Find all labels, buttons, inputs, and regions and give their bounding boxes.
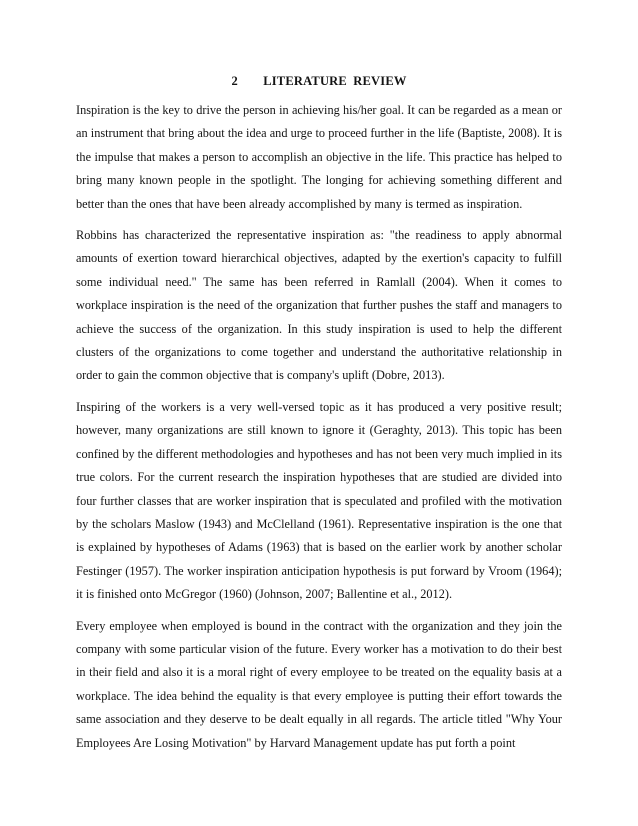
section-title: LITERATURE REVIEW: [263, 74, 407, 88]
paragraph-inspiration-definition: Inspiration is the key to drive the person in achieving his/her goal. It can be regarded as a mean or an instrument that bring about the idea and urge to proceed further in the life (Baptiste, 2008). It is the impulse that makes a person to accomplish an objective in the life. This practice has helped to bring many known people in the spotlight. The longing for achieving something different and better than the ones that have been already accomplished by many is termed as inspiration.: [76, 103, 562, 211]
section-heading: [76, 74, 562, 89]
paragraph-robbins: Robbins has characterized the representative inspiration as: "the readiness to apply abnormal amounts of exertion toward hierarchical objectives, adapted by the exertion's capacity to fulfill some individual need." The same has been referred in Ramlall (2004). When it comes to workplace inspiration is the need of the organization that further pushes the staff and managers to achieve the success of the organization. In this study inspiration is used to help the different clusters of the organizations to come together and understand the authoritative relationship in order to gain the common objective that is company's uplift (Dobre, 2013).: [76, 228, 562, 383]
paragraph-inspiring-workers: Inspiring of the workers is a very well-versed topic as it has produced a very positive result; however, many organizations are still known to ignore it (Geraghty, 2013). This topic has been confined by the different methodologies and hypotheses and has not been very much implied in its true colors. For the current research the inspiration hypotheses that are studied are divided into four further classes that are worker inspiration that is speculated and profiled with the motivation by the scholars Maslow (1943) and McClelland (1961). Representative inspiration is the one that is explained by hypotheses of Adams (1963) that is based on the earlier work by another scholar Festinger (1957). The worker inspiration anticipation hypothesis is put forward by Vroom (1964); it is finished onto McGregor (1960) (Johnson, 2007; Ballentine et al., 2012).: [76, 399, 562, 602]
paragraph-employee-equality: Every employee when employed is bound in the contract with the organization and they join the company with some particular vision of the future. Every worker has a motivation to do their best in their field and also it is a moral right of every employee to be treated on the equality basis at a workplace. The idea behind the equality is that every employee is putting their effort towards the same association and they deserve to be dealt equally in all regards. The article titled "Why Your Employees Are Losing Motivation" by Harvard Management update has put forth a point: [76, 618, 562, 750]
section-number: 2: [231, 74, 238, 88]
